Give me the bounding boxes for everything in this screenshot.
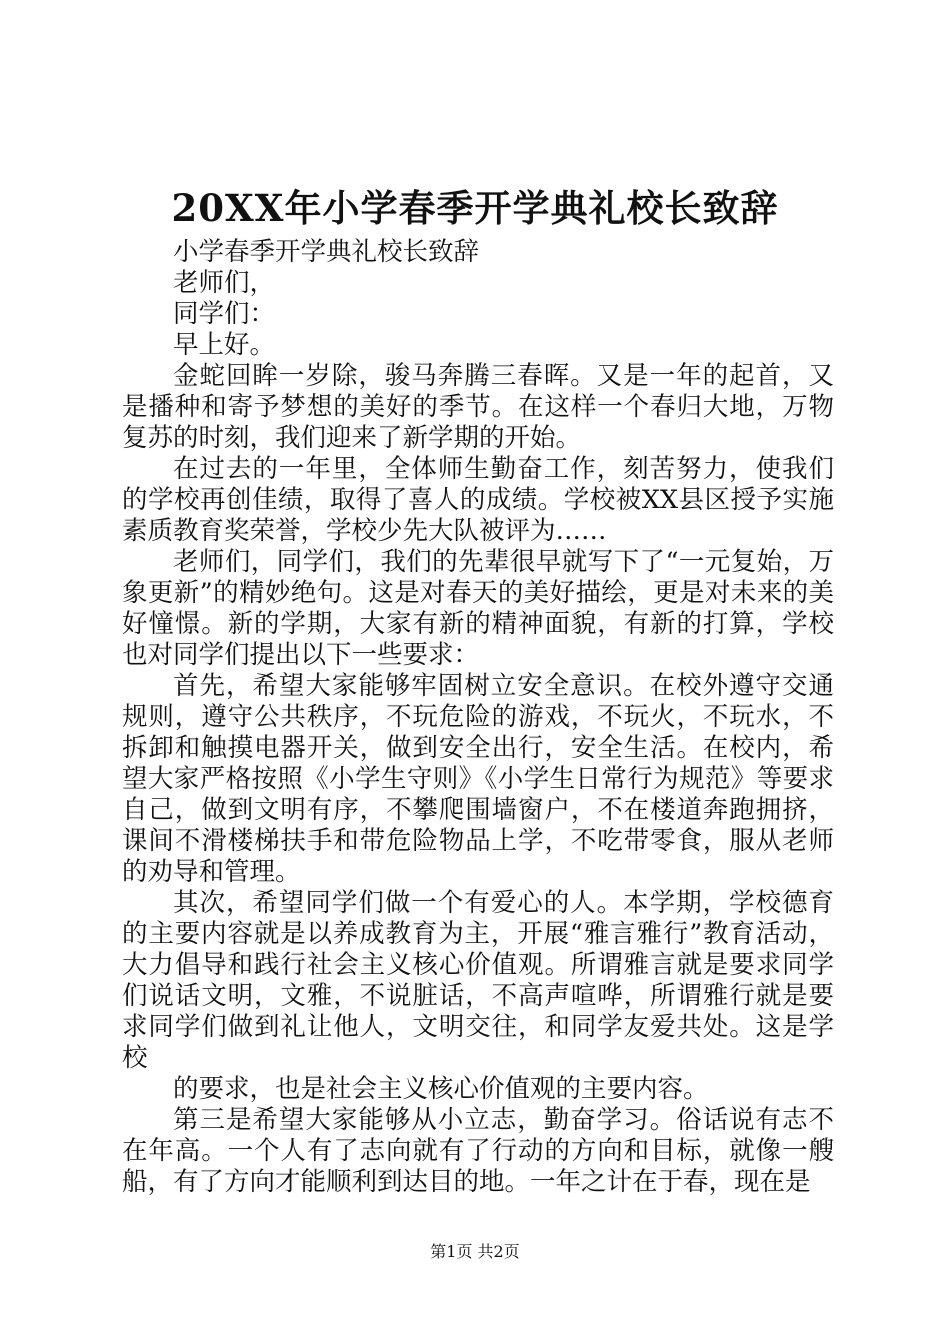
page-footer: 第1页 共2页 bbox=[430, 1242, 520, 1261]
paragraph: 小学春季开学典礼校长致辞 bbox=[173, 237, 480, 267]
paragraph: 同学们： bbox=[173, 299, 276, 329]
paragraph: 的要求，也是社会主义核心价值观的主要内容。 bbox=[173, 1074, 709, 1104]
paragraph: 在过去的一年里，全体师生勤奋工作，刻苦努力，使我们的学校再创佳绩，取得了喜人的成绩。学校被XX县区授予实施素质教育奖荣誉，学校少先大队被评为…… bbox=[122, 454, 834, 546]
paragraph: 老师们， bbox=[173, 268, 276, 298]
paragraph: 首先，希望大家能够牢固树立安全意识。在校外遵守交通规则，遵守公共秩序，不玩危险的游戏，不玩火，不玩水，不拆卸和触摸电器开关，做到安全出行，安全生活。在校内，希望大家严格按照《小学生守则》《小学生日常行为规范》等要求自己，做到文明有序，不攀爬围墙窗户，不在楼道奔跑拥挤，课间不滑楼梯扶手和带危险物品上学，不吃带零食，服从老师的劝导和管理。 bbox=[122, 671, 834, 887]
paragraph: 其次，希望同学们做一个有爱心的人。本学期，学校德育的主要内容就是以养成教育为主，开展“雅言雅行”教育活动，大力倡导和践行社会主义核心价值观。所谓雅言就是要求同学们说话文明，文雅，不说脏话，不高声喧哗，所谓雅行就是要求同学们做到礼让他人，文明交往，和同学友爱共处。这是学校 bbox=[122, 888, 834, 1073]
paragraph: 金蛇回眸一岁除，骏马奔腾三春晖。又是一年的起首，又是播种和寄予梦想的美好的季节。在这样一个春归大地，万物复苏的时刻，我们迎来了新学期的开始。 bbox=[122, 361, 834, 453]
paragraph: 早上好。 bbox=[173, 330, 276, 360]
paragraph: 第三是希望大家能够从小立志，勤奋学习。俗话说有志不在年高。一个人有了志向就有了行动的方向和目标，就像一艘船，有了方向才能顺利到达目的地。一年之计在于春，现在是 bbox=[122, 1105, 834, 1197]
paragraph: 老师们，同学们，我们的先辈很早就写下了“一元复始，万象更新”的精妙绝句。这是对春天的美好描绘，更是对未来的美好憧憬。新的学期，大家有新的精神面貌，有新的打算，学校也对同学们提出以下一些要求： bbox=[122, 547, 834, 670]
document-title: 20XX年小学春季开学典礼校长致辞 bbox=[171, 186, 779, 230]
document-body bbox=[122, 237, 834, 1198]
